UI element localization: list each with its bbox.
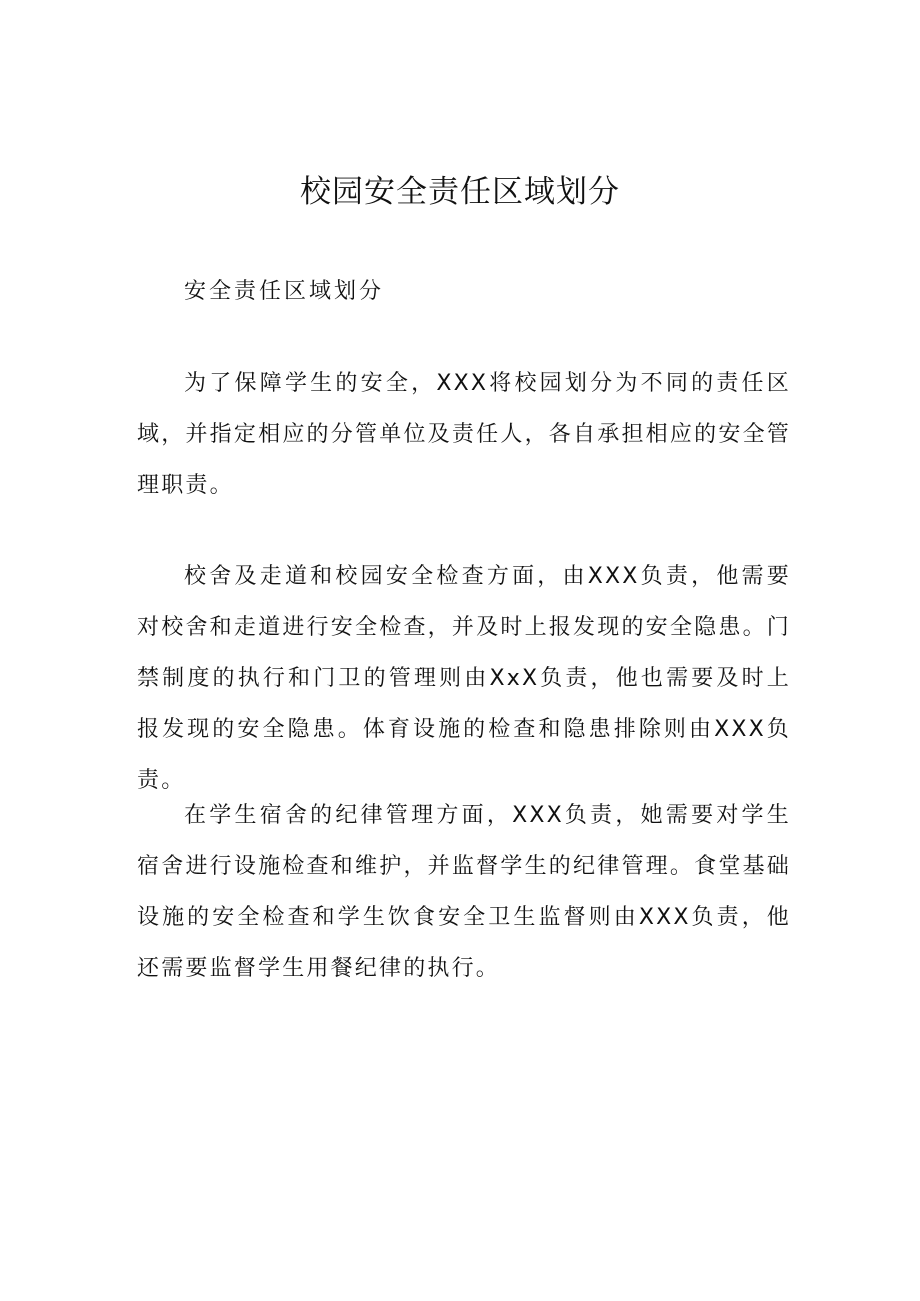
paragraph-2: 校舍及走道和校园安全检查方面，由XXX负责，他需要对校舍和走道进行安全检查，并及时上报发现的安全隐患。门禁制度的执行和门卫的管理则由XxX负责，他也需要及时上报发现的安全隐患。体育设施的检查和隐患排除则由XXX负责。 — [137, 564, 791, 793]
paragraph-1: 为了保障学生的安全，XXX将校园划分为不同的责任区域，并指定相应的分管单位及责任人，各自承担相应的安全管理职责。 — [137, 371, 791, 498]
paragraph-3: 在学生宿舍的纪律管理方面，XXX负责，她需要对学生宿舍进行设施检查和维护，并监督学生的纪律管理。食堂基础设施的安全检查和学生饮食安全卫生监督则由XXX负责，他还需要监督学生用餐纪律的执行。 — [137, 803, 791, 981]
section-heading: 安全责任区域划分 — [184, 279, 385, 304]
document-title: 校园安全责任区域划分 — [300, 174, 620, 210]
